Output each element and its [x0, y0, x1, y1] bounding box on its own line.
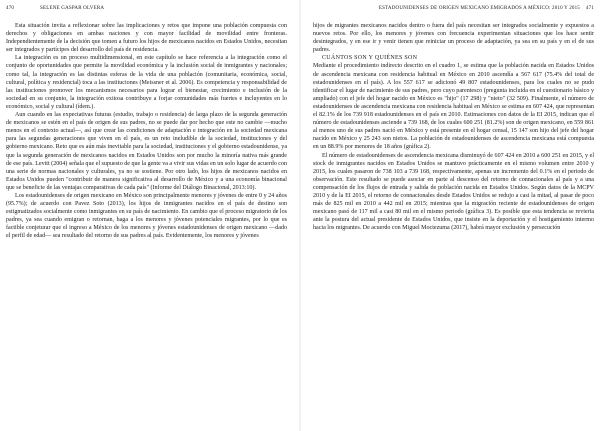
book-gutter: [299, 0, 301, 431]
right-paragraph-2: El número de estadounidenses de ascendencia mexicana disminuyó de 607 424 en 2010 a 600 251 en 2015, y el stock de inmigrantes nacidos en Estados Unidos se mantuvo prácticamente en el mismo volumen entre 2010 y 2015, los cuales pasaron de 738 103 a 739 168, respectivamente, apenas un incremento del 0.1% en el periodo de observación. Este resultado se puede asociar en parte al descenso del retorno de connacionales al país y a una compensación de los flujos de entrada y salida de población nacida en Estados Unidos. Según datos de la MCPV 2010 y de la EI 2015, el retorno de connacionales desde Estados Unidos se redujo a casi la mitad, al pasar de poco más de 825 mil en 2010 a 442 mil en 2015; mientras que la migración reciente de estadounidenses de origen mexicano pasó de 117 mil a casi 80 mil en el mismo periodo (gráfica 3). Es posible que esta tendencia se revierta ante la postura del actual presidente de Estados Unidos, que insiste en la deportación y el hostigamiento intermo hacia los migrantes. De acuerdo con Miguel Moctezuma (2017), habrá mayor exclusión y persecución: [313, 152, 594, 232]
left-page: [6, 0, 287, 431]
right-page-header: [313, 4, 594, 13]
left-page-number: 470: [6, 6, 15, 11]
left-paragraph-2: La integración es un proceso multidimensional, en este capítulo se hace referencia a la integración como el conjunto de oportunidades que permite la movilidad económica y la inclusión social de inmigrantes y nacionales; como tal, la integración es las distintas esferas de la vida de una población (comunitaria, económica, social, cultural, política y residencial) toca a las instituciones (Meissner et al. 2006). Es competencia y responsabilidad de las instituciones promover los mecanismos necesarios para lograr el bienestar, crecimiento e inclusión de la sociedad en su conjunto, la integración exitosa contribuye a forjar comunidades más fuertes e incluyentes en lo económico, social y cultural (ídem.).: [6, 55, 287, 110]
left-paragraph-3: Aun cuando en las expectativas futuras (estudio, trabajo o residencia) de larga plazo de la segunda generación de mexicanos se estén en el país de origen de sus padres, no se puede dar por hecho que este no cambie —mucho menos en el contexto actual—, así que crear las condiciones de adaptación e integración en la sociedad mexicana para las segundas generaciones que viven en el país, es un reto ineludible de la sociedad, instituciones y del gobierno mexicano. Reto que es aún más inevitable para la sociedad, instituciones y el gobierno estadounidense, ya que la segunda generación de mexicanos nacidos en Estados Unidos son por mucho la minoría nativa más grande de ese país. Levitt (2004) señala que el supuesto de que la gente va a vivir sus vidas en un solo lugar de acuerdo con una serie de normas nacionales y culturales, ya no se sostiene. Por otro lado, los hijos de mexicanos nacidos en Estados Unidos pueden "contribuir de manera significativa al desarrollo de México y a una economía binacional que se beneficie de las ventajas comparativas de cada país" (Informe del Diálogo Binacional, 2013:10).: [6, 112, 287, 191]
right-intro-paragraph: hijos de migrantes mexicanos nacidos dentro o fuera del país necesitan ser integrados socialmente y expuestos a nuevos retos. Por ello, los menores y jóvenes con frecuencia experimentan situaciones que los hace sentir desintegrados, y en ese ir y venir tienen que reiniciar un proceso de adaptación, ya sea en su país y en el de sus padres.: [313, 23, 594, 54]
left-paragraph-4: Los estadounidenses de origen mexicano en México son principalmente menores y jóvenes de entre 0 y 24 años (95.7%); de acuerdo con Pavez Soto (2013), los hijos de inmigrantes nacidos en el país de destino son estigmatizados socialmente como inmigrantes en su país de nacimiento. En cambio que el proceso migratorio de los padres, ya sea cuando emigran o retornan, haga a los menores y jóvenes potenciales migrantes, por lo que es factible conjeturar que el ingreso a México de los menores y jóvenes estadounidenses de origen mexicano —dado el perfil de edad— sea resultado del retorno de sus padres al país. Evidentemente, los menores y jóvenes: [6, 192, 287, 240]
right-page-body: [313, 22, 594, 232]
left-page-body: [6, 22, 287, 241]
left-paragraph-1: Esta situación invita a reflexionar sobre las implicaciones y retos que impone una población compuesta con derechos y obligaciones en ambas naciones y con mayor facilidad de movilidad entre fronteras. Independientemente de la decisión que tomen a futuro los hijos de mexicanos nacidos en Estados Unidos, necesitan ser integrados y partícipes del desarrollo del país de residencia.: [6, 23, 287, 54]
right-page: [313, 0, 594, 431]
right-page-number: 471: [585, 6, 594, 11]
left-page-header: [6, 4, 287, 13]
left-running-head: SELENE GASPAR OLVERA: [40, 6, 105, 11]
section-heading: CUÁNTOS SON Y QUIÉNES SON: [322, 55, 418, 62]
right-paragraph-1: Mediante el procedimiento indirecto descrito en el cuadro 1, se estima que la población nacida en Estados Unidos de ascendencia mexicana con residencia habitual en México en 2010 ascendía a 567 617 (75.4% del total de estadounidenses en el país). A los 557 617 se adicionó 49 807 estadounidenses, para los cuales no se pudo identificar el lugar de nacimiento de sus padres, pero cuyo parentesco (pregunta incluida en el cuestionario básico y ampliado) con el jefe del hogar nacido en México es "hijo" (17 298) y "nieto" (32 509). Finalmente, el número de estadounidenses de ascendencia mexicana con residencia habitual en México se estima en 607 424, que representan el 82.1% de los 739 918 estadounidenses en el país en 2010. Estimaciones con datos de la EI 2015, indican que el número de estadounidenses asciende a 739 168, de los cuales 600 251 (81.2%) son de origen mexicano, en 559 861 al menos uno de sus padres nació en México y está presente en el hogar censal, 15 147 son hijo del jefe del hogar nacido en México y 25 243 son nietos. La población de estadounidenses de ascendencia mexicana está compuesta en un 88.9% por menores de 18 años (gráfica 2).: [313, 63, 594, 151]
right-running-head: ESTADOUNIDENSES DE ORIGEN MEXICANO EMIGRADOS A MÉXICO: 2010 Y 2015: [378, 6, 580, 11]
